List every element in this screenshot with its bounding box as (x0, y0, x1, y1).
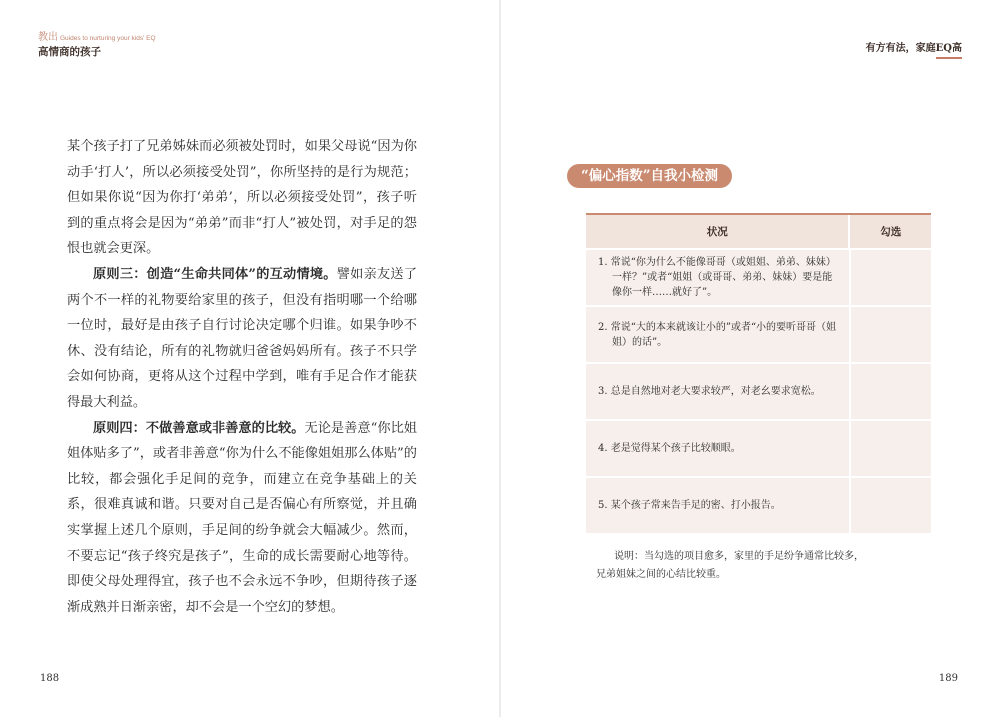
series-line (38, 32, 156, 45)
row-check-cell[interactable] (849, 250, 932, 305)
note-line-2: 兄弟姐妹之间的心结比较重。 (596, 569, 726, 580)
self-check-title: “偏心指数”自我小检测 (567, 164, 732, 188)
left-page-body (67, 134, 417, 620)
header-check: 勾选 (848, 215, 931, 248)
table-note (596, 548, 926, 584)
principle-3-title: 原则三：创造“生命共同体”的互动情境。 (93, 266, 337, 282)
row-text: 1. 常说“你为什么不能像哥哥（或姐姐、弟弟、妹妹）一样？”或者“姐姐（或哥哥、弟弟、妹妹）要是能像你一样……就好了”。 (598, 257, 836, 298)
row-check-cell[interactable] (849, 478, 932, 533)
paragraph-principle-4 (67, 416, 417, 621)
row-status-cell (586, 307, 849, 362)
table-row (586, 362, 931, 419)
checklist-table (586, 213, 931, 533)
book-gutter (499, 0, 501, 717)
table-header (586, 215, 931, 248)
running-header-left (38, 32, 156, 59)
chapter-title: 有方有法，家庭EQ高 (865, 43, 962, 54)
row-text: 3. 总是自然地对老大要求较严，对老幺要求宽松。 (598, 386, 821, 397)
row-status-cell (586, 364, 849, 419)
principle-3-body: 譬如亲友送了两个不一样的礼物要给家里的孩子，但没有指明哪一个给哪一位时，最好是由孩子自行讨论决定哪个归谁。如果争吵不休、没有结论，所有的礼物就归爸爸妈妈所有。孩子不只学会如何协商，更将从这个过程中学到，唯有手足合作才能获得最大利益。 (67, 266, 418, 410)
running-header-right (866, 39, 962, 59)
series-label-en: Guides to nurturing your kids' EQ (60, 35, 156, 42)
row-text: 4. 老是觉得某个孩子比较顺眼。 (598, 443, 741, 454)
series-label-cn: 教出 (38, 32, 58, 43)
book-title: 高情商的孩子 (38, 46, 101, 58)
page-number-left: 188 (40, 673, 60, 684)
row-check-cell[interactable] (849, 421, 932, 476)
row-status-cell (586, 250, 849, 305)
page-number-right: 189 (938, 673, 958, 684)
header-status: 状况 (706, 226, 728, 238)
row-status-cell (586, 421, 849, 476)
table-row (586, 476, 931, 533)
table-row (586, 419, 931, 476)
row-status-cell (586, 478, 849, 533)
note-line-1: 说明：当勾选的项目愈多，家里的手足纷争通常比较多， (614, 551, 864, 562)
chapter-underline (936, 57, 962, 59)
table-row (586, 248, 931, 305)
row-text: 2. 常说“大的本来就该让小的”或者“小的要听哥哥（姐姐）的话”。 (598, 321, 837, 348)
table-row (586, 305, 931, 362)
paragraph-1: 某个孩子打了兄弟姊妹而必须被处罚时，如果父母说“因为你动手‘打人’，所以必须接受处罚”，你所坚持的是行为规范；但如果你说“因为你打‘弟弟’，所以必须接受处罚”，孩子听到的重点将会是因为“弟弟”而非“打人”被处罚，对手足的怨恨也就会更深。 (67, 139, 417, 257)
row-check-cell[interactable] (849, 307, 932, 362)
row-text: 5. 某个孩子常来告手足的密、打小报告。 (598, 500, 781, 511)
paragraph-principle-3 (67, 262, 417, 416)
principle-4-title: 原则四：不做善意或非善意的比较。 (93, 420, 305, 436)
principle-4-body: 无论是善意“你比姐姐体贴多了”，或者非善意“你为什么不能像姐姐那么体贴”的比较，都会强化手足间的竞争，而建立在竞争基础上的关系，很难真诚和谐。只要对自己是否偏心有所察觉，并且确实掌握上述几个原则，手足间的纷争就会大幅减少。然而，不要忘记“孩子终究是孩子”，生命的成长需要耐心地等待。即使父母处理得宜，孩子也不会永远不争吵，但期待孩子逐渐成熟并日渐亲密，却不会是一个空幻的梦想。 (67, 420, 417, 615)
row-check-cell[interactable] (849, 364, 932, 419)
